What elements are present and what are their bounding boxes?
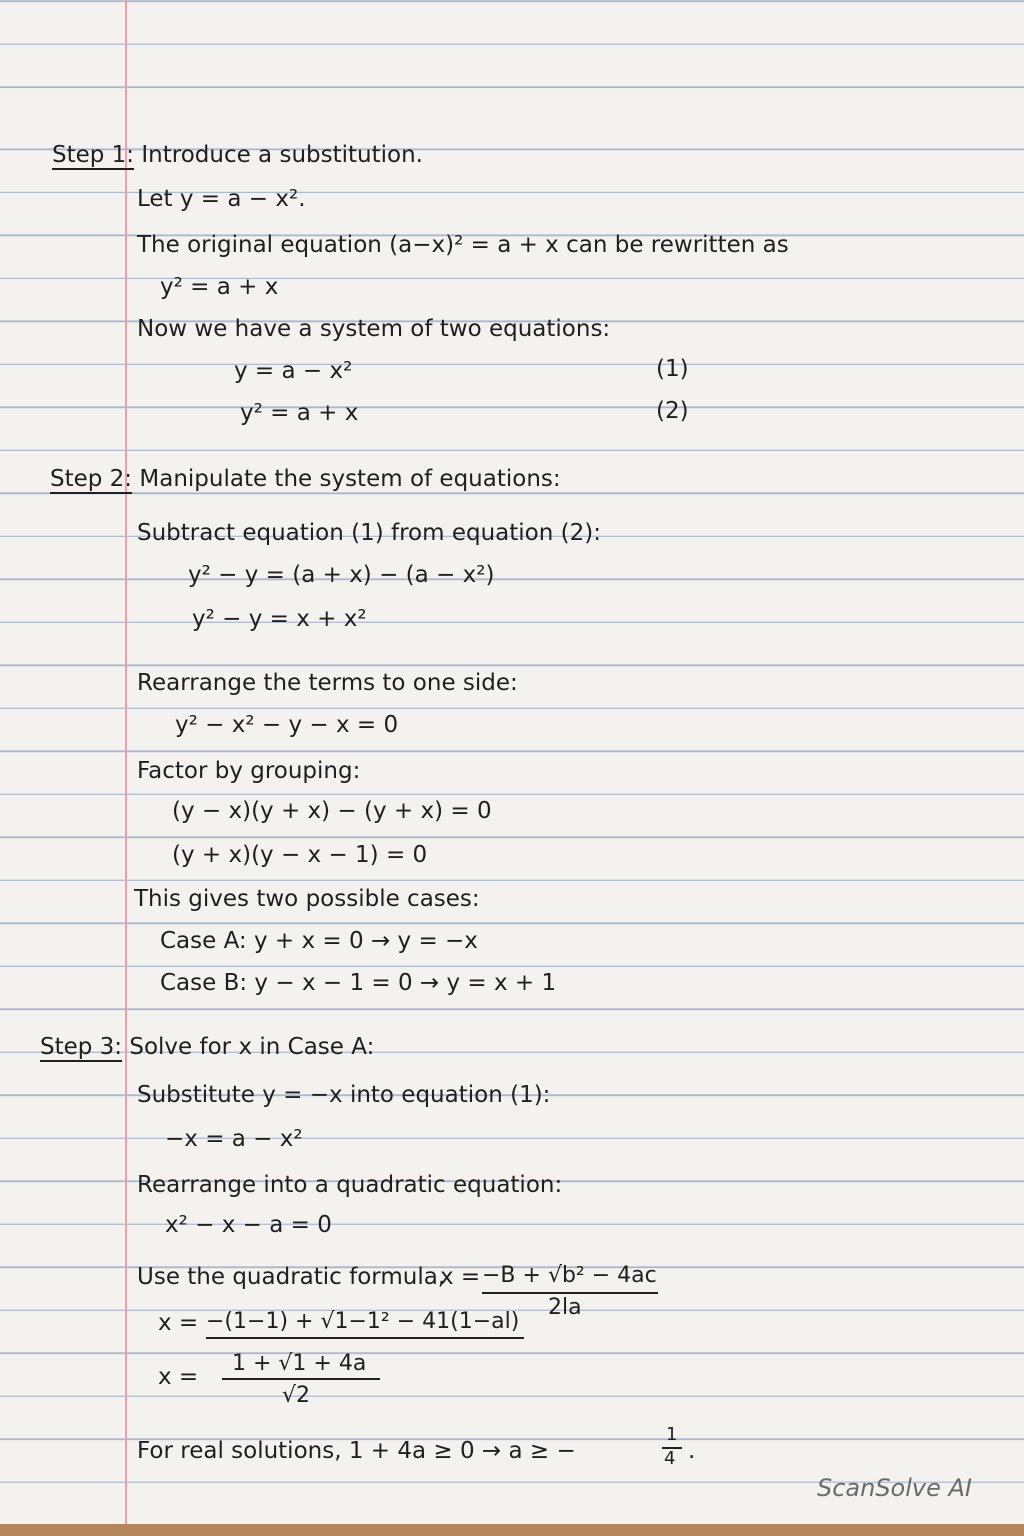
quadratic-formula-label: Use the quadratic formula,: [137, 1264, 446, 1290]
step2-eq-d: (y − x)(y + x) − (y + x) = 0: [172, 798, 492, 824]
step3-eq-a: −x = a − x²: [165, 1126, 303, 1152]
real-solutions: For real solutions, 1 + 4a ≥ 0 → a ≥ −: [137, 1438, 576, 1464]
step2-factor: Factor by grouping:: [137, 758, 361, 784]
real-solutions-end: .: [688, 1438, 696, 1464]
x-simplified-numerator: 1 + √1 + 4a: [232, 1351, 367, 1376]
system-eq1: y = a − x²: [234, 358, 353, 384]
quadratic-formula-lhs: x =: [440, 1264, 481, 1290]
x-simplified-bar: [222, 1378, 380, 1380]
x-substituted-bar: [206, 1337, 524, 1339]
x-simplified-lhs: x =: [158, 1364, 199, 1390]
real-solutions-frac-den: 4: [664, 1448, 676, 1469]
step3-substitute: Substitute y = −x into equation (1):: [137, 1082, 551, 1108]
step2-title: Manipulate the system of equations:: [139, 466, 561, 492]
system-eq2-tag: (2): [656, 398, 689, 424]
step1-rewritten: y² = a + x: [160, 274, 279, 300]
step2-label: Step 2:: [50, 466, 133, 492]
step2-subtract: Subtract equation (1) from equation (2):: [137, 520, 601, 546]
step2-eq-e: (y + x)(y − x − 1) = 0: [172, 842, 428, 868]
step3-heading: [40, 1032, 374, 1062]
x-simplified-denominator: √2: [282, 1383, 311, 1408]
step2-eq-a: y² − y = (a + x) − (a − x²): [188, 562, 495, 588]
system-eq2: y² = a + x: [240, 400, 359, 426]
step3-title: Solve for x in Case A:: [129, 1034, 375, 1060]
quadratic-formula-numerator: −B + √b² − 4ac: [482, 1263, 657, 1288]
real-solutions-frac-num: 1: [666, 1424, 678, 1445]
step3-rearrange: Rearrange into a quadratic equation:: [137, 1172, 563, 1198]
x-substituted-numerator: −(1−1) + √1−1² − 41(1−al): [206, 1309, 520, 1334]
step1-let: Let y = a − x².: [137, 186, 306, 212]
step1-system-intro: Now we have a system of two equations:: [137, 316, 611, 342]
case-a: Case A: y + x = 0 → y = −x: [160, 928, 478, 954]
case-b: Case B: y − x − 1 = 0 → y = x + 1: [160, 970, 557, 996]
step2-heading: [50, 464, 561, 494]
system-eq1-tag: (1): [656, 356, 689, 382]
margin-line: [125, 0, 127, 1524]
step2-cases-intro: This gives two possible cases:: [134, 886, 480, 912]
step3-label: Step 3:: [40, 1034, 123, 1060]
step1-original: The original equation (a−x)² = a + x can be rewritten as: [137, 232, 789, 258]
step1-label: Step 1:: [52, 142, 135, 168]
step3-eq-b: x² − x − a = 0: [165, 1212, 332, 1238]
step1-heading: [52, 140, 423, 170]
quadratic-formula-denominator: 2la: [548, 1295, 582, 1320]
step2-eq-c: y² − x² − y − x = 0: [175, 712, 399, 738]
step1-title: Introduce a substitution.: [141, 142, 423, 168]
watermark: ScanSolve AI: [816, 1474, 972, 1502]
x-substituted-lhs: x =: [158, 1310, 199, 1336]
step2-eq-b: y² − y = x + x²: [192, 606, 367, 632]
step2-rearrange: Rearrange the terms to one side:: [137, 670, 518, 696]
